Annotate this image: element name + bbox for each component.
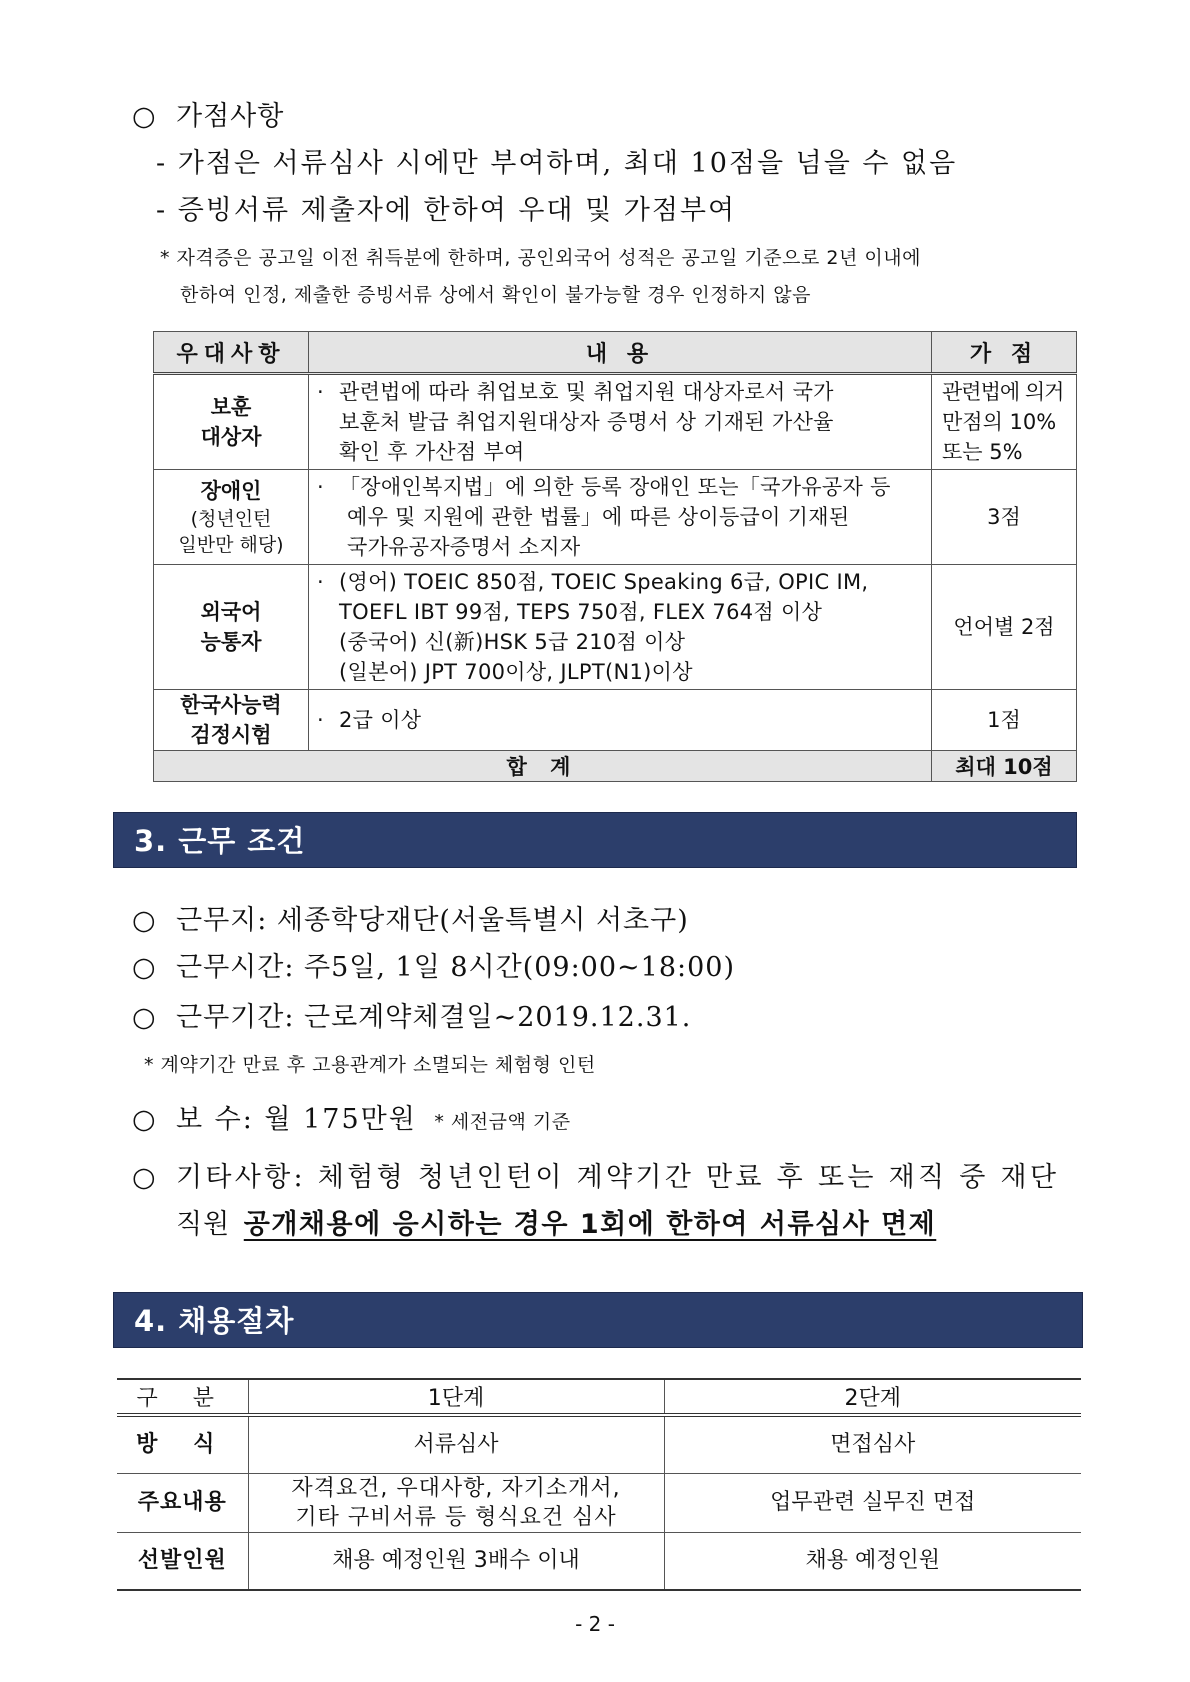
content-cell: · 「장애인복지법」에 의한 등록 장애인 또는「국가유공자 등 예우 및 지원에 관한 법률」에 따른 상이등급이 기재된 국가유공자증명서 소지자 xyxy=(309,470,932,565)
preference-table xyxy=(153,331,1077,782)
stage-2-cell: 업무관련 실무진 면접 xyxy=(664,1473,1081,1532)
category-cell: 한국사능력 검정시험 xyxy=(154,690,309,751)
table-row xyxy=(117,1532,1081,1590)
section-3-header: 3. 근무 조건 xyxy=(113,812,1077,868)
header-score: 가 점 xyxy=(932,332,1077,374)
stage-2-cell: 채용 예정인원 xyxy=(664,1532,1081,1590)
row-label: 주요내용 xyxy=(117,1473,248,1532)
bullet-icon: · xyxy=(317,475,324,499)
emphasis-text: 공개채용에 응시하는 경우 1회에 한하여 서류심사 면제 xyxy=(243,1209,937,1240)
etc-line-2: 직원 공개채용에 응시하는 경우 1회에 한하여 서류심사 면제 xyxy=(176,1209,937,1240)
table-row xyxy=(154,565,1077,690)
stage-1-cell: 채용 예정인원 3배수 이내 xyxy=(248,1532,664,1590)
work-hours: ○ 근무시간: 주5일, 1일 8시간(09:00~18:00) xyxy=(132,952,736,983)
circle-bullet-icon: ○ xyxy=(132,1104,157,1135)
page-number: - 2 - xyxy=(575,1612,615,1636)
stage-2-cell: 면접심사 xyxy=(664,1415,1081,1473)
stage-1-cell: 서류심사 xyxy=(248,1415,664,1473)
preference-table-header xyxy=(154,332,1077,374)
bonus-note-line-1: * 자격증은 공고일 이전 취득분에 한하며, 공인외국어 성적은 공고일 기준으로 2년 이내에 xyxy=(160,247,921,269)
row-label: 선발인원 xyxy=(117,1532,248,1590)
work-location: ○ 근무지: 세종학당재단(서울특별시 서초구) xyxy=(132,905,689,936)
header-stage-1: 1단계 xyxy=(248,1379,664,1415)
category-cell: 외국어 능통자 xyxy=(154,565,309,690)
total-row xyxy=(154,751,1077,782)
table-row xyxy=(154,374,1077,470)
category-cell: 장애인 (청년인턴 일반만 해당) xyxy=(154,470,309,565)
row-label: 방 식 xyxy=(117,1415,248,1473)
bullet-icon: · xyxy=(317,380,324,404)
category-cell: 보훈 대상자 xyxy=(154,374,309,470)
score-cell: 관련법에 의거 만점의 10% 또는 5% xyxy=(932,374,1077,470)
header-stage-2: 2단계 xyxy=(664,1379,1081,1415)
content-cell: · (영어) TOEIC 850점, TOEIC Speaking 6급, OPIC IM, TOEFL IBT 99점, TEPS 750점, FLEX 764점 이상 (중국어) 신(新)HSK 5급 210점 이상 (일본어) JPT 700이상, JLPT(N1)이상 xyxy=(309,565,932,690)
bonus-line-2: - 증빙서류 제출자에 한하여 우대 및 가점부여 xyxy=(156,195,737,226)
circle-bullet-icon: ○ xyxy=(132,905,157,936)
circle-bullet-icon: ○ xyxy=(132,1162,159,1193)
table-row xyxy=(154,470,1077,565)
pay-note: * 세전금액 기준 xyxy=(434,1111,571,1133)
table-row xyxy=(117,1415,1081,1473)
process-table-header xyxy=(117,1379,1081,1415)
bonus-heading xyxy=(132,94,284,133)
bullet-icon: · xyxy=(317,708,324,732)
score-cell: 언어별 2점 xyxy=(932,565,1077,690)
content-cell: · 관련법에 따라 취업보호 및 취업지원 대상자로서 국가 보훈처 발급 취업지원대상자 증명서 상 기재된 가산율 확인 후 가산점 부여 xyxy=(309,374,932,470)
header-division: 구 분 xyxy=(117,1379,248,1415)
total-label: 합 계 xyxy=(154,751,932,782)
circle-bullet-icon: ○ xyxy=(132,101,157,132)
score-cell: 3점 xyxy=(932,470,1077,565)
bonus-line-1: - 가점은 서류심사 시에만 부여하며, 최대 10점을 넘을 수 없음 xyxy=(156,148,958,179)
pay: ○ 보 수: 월 175만원 * 세전금액 기준 xyxy=(132,1104,571,1135)
header-content: 내 용 xyxy=(309,332,932,374)
score-cell: 1점 xyxy=(932,690,1077,751)
bonus-heading-text: 가점사항 xyxy=(176,101,285,132)
bonus-note-line-2: 한하여 인정, 제출한 증빙서류 상에서 확인이 불가능할 경우 인정하지 않음 xyxy=(180,284,812,306)
section-4-header: 4. 채용절차 xyxy=(113,1292,1083,1348)
etc-line-1: ○ 기타사항: 체험형 청년인턴이 계약기간 만료 후 또는 재직 중 재단 xyxy=(132,1162,1060,1193)
process-table xyxy=(117,1378,1081,1591)
stage-1-cell: 자격요건, 우대사항, 자기소개서, 기타 구비서류 등 형식요건 심사 xyxy=(248,1473,664,1532)
header-category: 우대사항 xyxy=(154,332,309,374)
content-cell: · 2급 이상 xyxy=(309,690,932,751)
circle-bullet-icon: ○ xyxy=(132,952,157,983)
bullet-icon: · xyxy=(317,570,324,594)
total-value: 최대 10점 xyxy=(932,751,1077,782)
work-period-note: * 계약기간 만료 후 고용관계가 소멸되는 체험형 인턴 xyxy=(144,1054,596,1076)
circle-bullet-icon: ○ xyxy=(132,1002,157,1033)
table-row xyxy=(154,690,1077,751)
table-row xyxy=(117,1473,1081,1532)
work-period: ○ 근무기간: 근로계약체결일~2019.12.31. xyxy=(132,1002,692,1033)
